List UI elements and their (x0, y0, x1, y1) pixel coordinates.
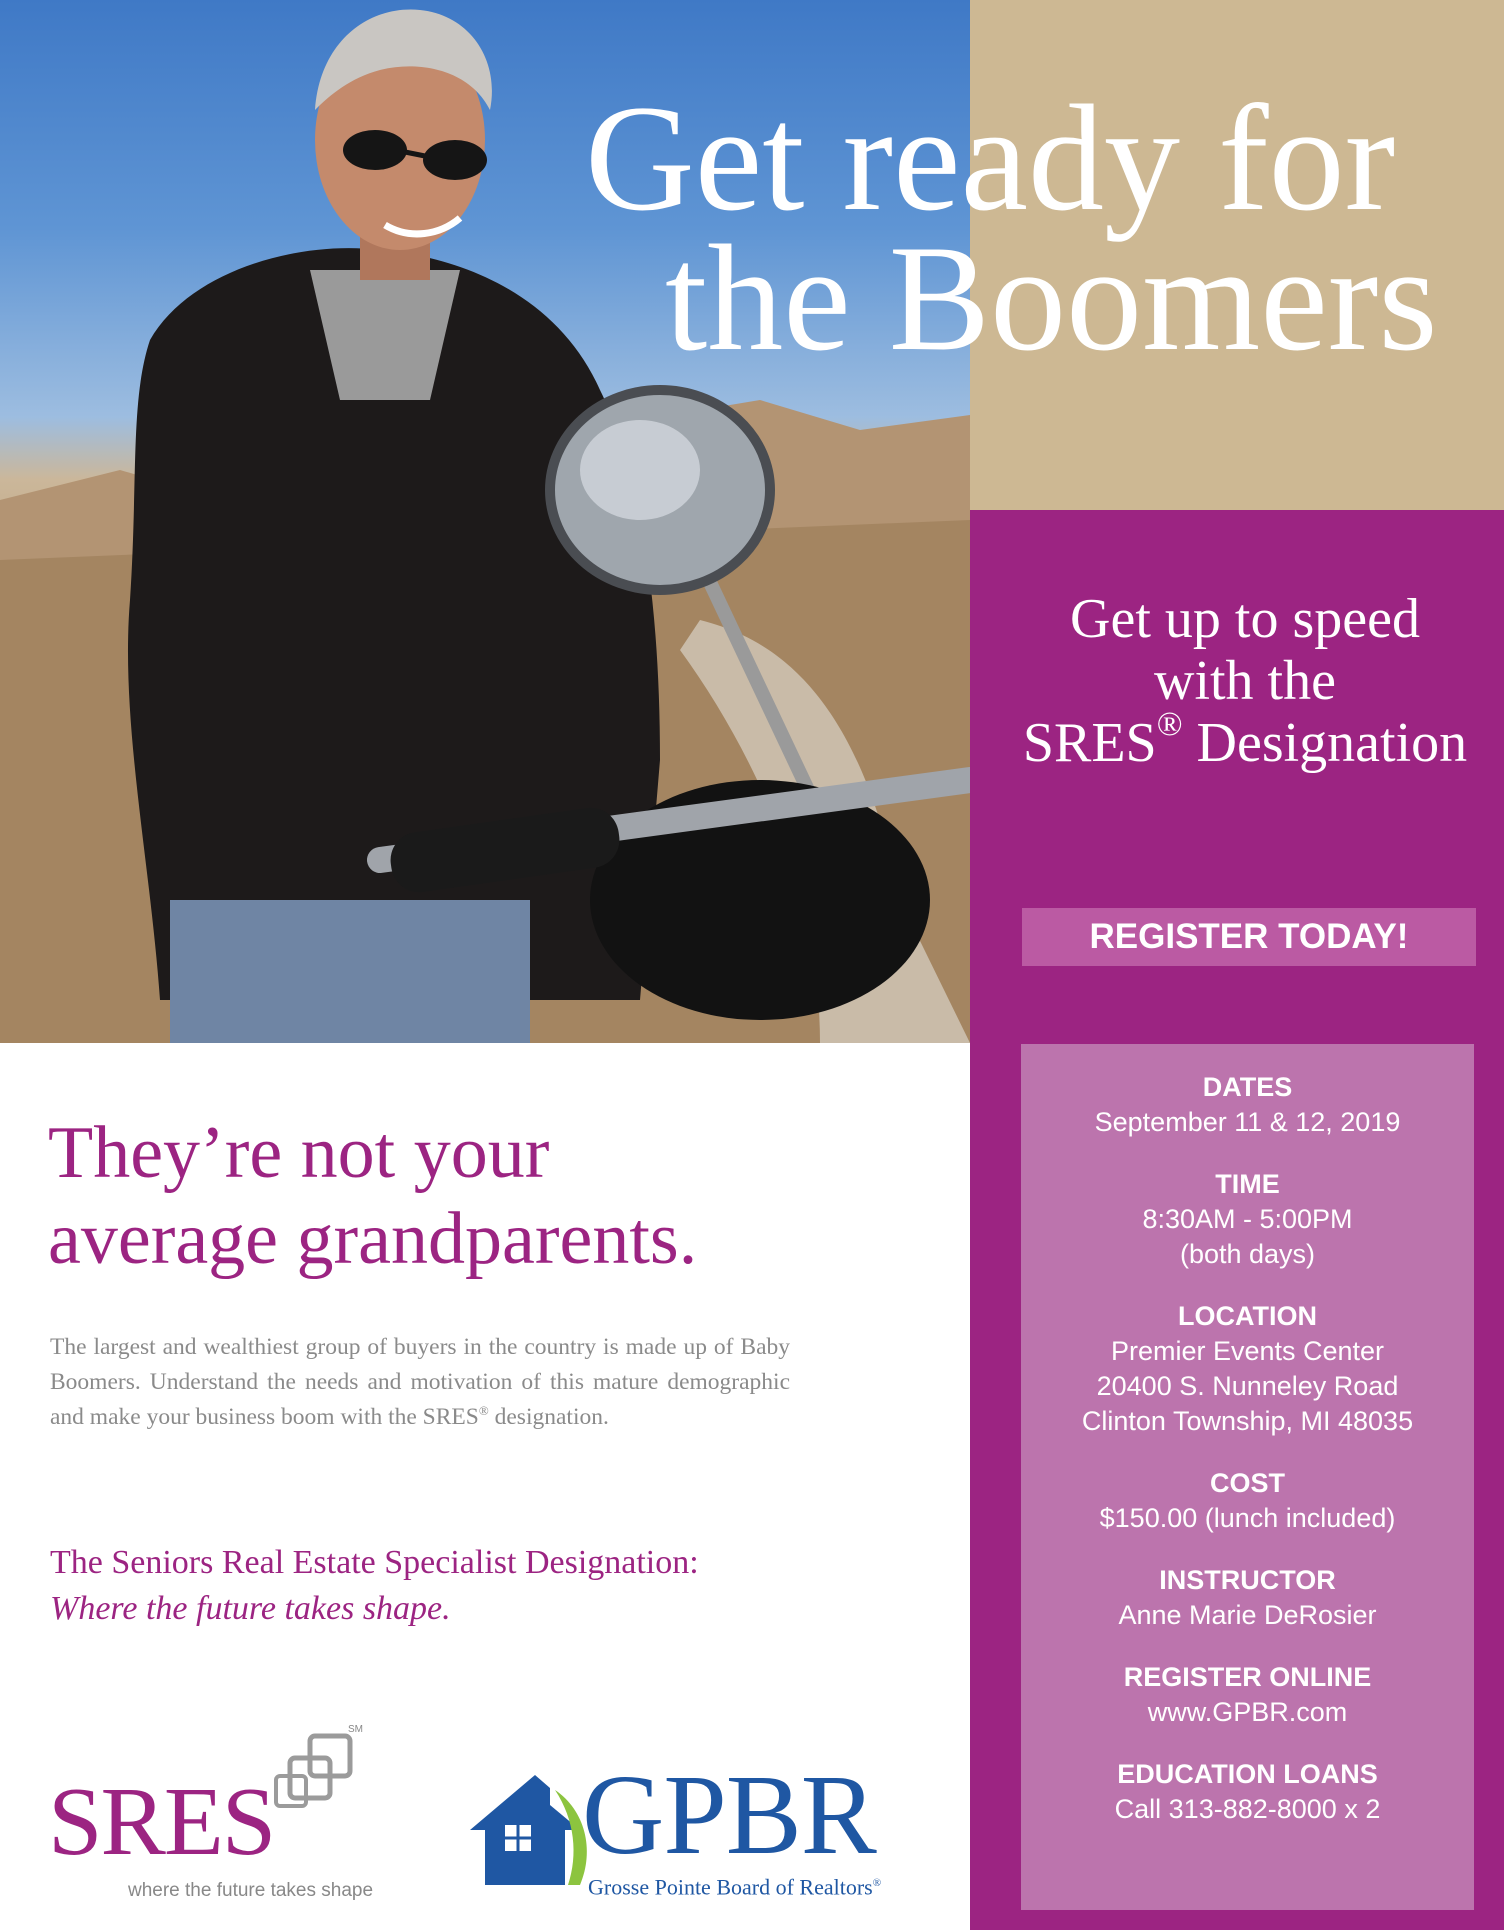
subhead-line-2: with the (1154, 650, 1336, 712)
body-copy (50, 1330, 790, 1435)
instructor-section (1021, 1563, 1474, 1633)
sres-line-1: The Seniors Real Estate Specialist Designation: (50, 1544, 699, 1581)
location-line-1: Premier Events Center (1110, 1336, 1385, 1366)
time-value: 8:30AM - 5:00PM (1142, 1204, 1353, 1234)
sres-logo (48, 1720, 408, 1900)
education-loans-section (1021, 1757, 1474, 1827)
location-line-3: Clinton Township, MI 48035 (1081, 1406, 1414, 1436)
cost-section (1021, 1466, 1474, 1536)
sunglasses-right (423, 140, 487, 180)
register-online-section (1021, 1660, 1474, 1730)
gpbr-name: Grosse Pointe Board of Realtors (588, 1874, 873, 1900)
gpbr-logo (460, 1751, 920, 1900)
register-online-label: REGISTER ONLINE (1123, 1662, 1372, 1692)
subhead-designation: Designation (1182, 712, 1468, 774)
cost-label: COST (1209, 1468, 1285, 1498)
subhead-line-3 (985, 706, 1504, 774)
dates-label: DATES (1202, 1072, 1293, 1102)
dates-section (1021, 1070, 1474, 1140)
gpbr-subtitle (588, 1870, 881, 1900)
headline (585, 74, 1495, 382)
promo-subhead (985, 588, 1504, 774)
jeans (170, 900, 530, 1043)
gpbr-wordmark: GPBR (582, 1751, 876, 1878)
sres-squares-icon (268, 1728, 358, 1828)
sres-wordmark: SRES (48, 1768, 275, 1876)
subhead-sres: SRES (1022, 712, 1157, 774)
location-line-2: 20400 S. Nunneley Road (1096, 1371, 1399, 1401)
register-online-link[interactable]: www.GPBR.com (1147, 1697, 1348, 1727)
gpbr-registered-mark: ® (872, 1877, 882, 1889)
sunglasses-left (343, 130, 407, 170)
tagline-line-2: average grandparents. (48, 1198, 698, 1280)
body-copy-end: designation. (488, 1404, 609, 1430)
time-note: (both days) (1179, 1239, 1316, 1269)
tagline-heading (48, 1110, 908, 1282)
body-copy-main: The largest and wealthiest group of buyers in the country is made up of Baby Boomers. Understand the needs and motivation of this mature demographic and make your business boom with the SRES (50, 1334, 790, 1430)
cost-value: $150.00 (lunch included) (1099, 1503, 1396, 1533)
subhead-line-1: Get up to speed (1070, 588, 1420, 650)
time-label: TIME (1215, 1169, 1280, 1199)
registered-mark: ® (1156, 706, 1183, 743)
register-today-button[interactable]: REGISTER TODAY! (1022, 908, 1476, 966)
location-label: LOCATION (1178, 1301, 1317, 1331)
education-loans-label: EDUCATION LOANS (1117, 1759, 1378, 1789)
location-section (1021, 1299, 1474, 1439)
sres-line-2: Where the future takes shape. (50, 1590, 451, 1627)
dates-value: September 11 & 12, 2019 (1094, 1107, 1401, 1137)
sres-tagline: where the future takes shape (128, 1880, 374, 1901)
house-icon (460, 1770, 600, 1890)
sres-service-mark: SM (348, 1724, 363, 1735)
instructor-value: Anne Marie DeRosier (1118, 1600, 1377, 1630)
headline-line-2: the Boomers (665, 214, 1438, 382)
sres-designation-line (50, 1540, 910, 1632)
education-loans-phone: Call 313-882-8000 x 2 (1114, 1794, 1381, 1824)
tagline-line-1: They’re not your (48, 1112, 550, 1194)
time-section (1021, 1167, 1474, 1272)
headline-line-1: Get ready for (585, 74, 1396, 242)
event-details-box (1021, 1044, 1474, 1910)
body-registered-mark: ® (478, 1403, 489, 1419)
instructor-label: INSTRUCTOR (1159, 1565, 1336, 1595)
